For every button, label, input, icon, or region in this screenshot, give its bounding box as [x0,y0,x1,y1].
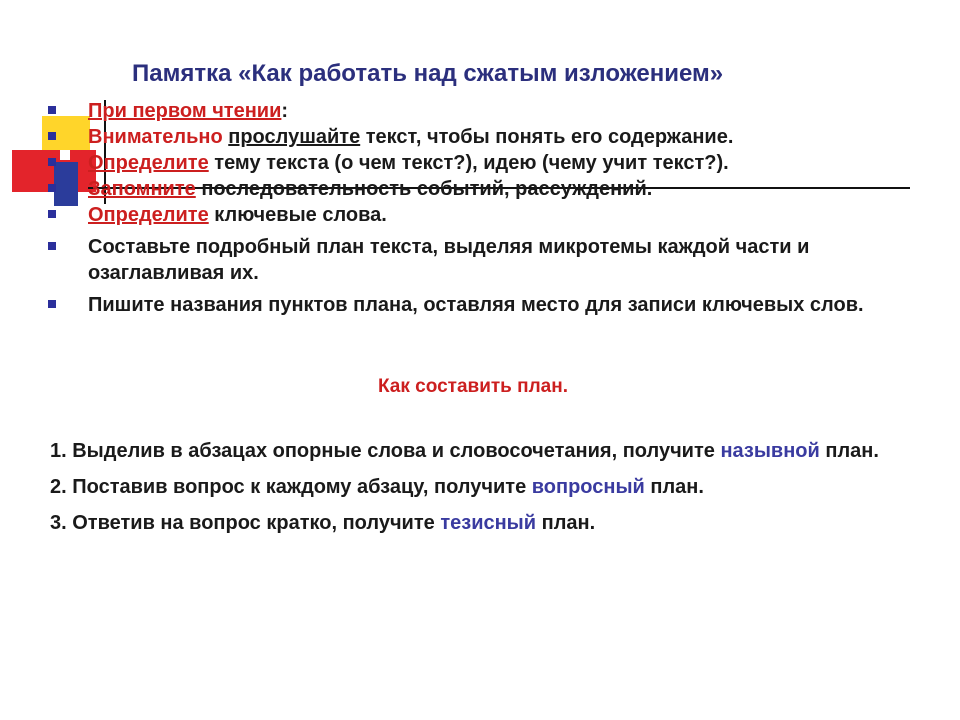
item-text: : [281,100,289,122]
item-text: текст, чтобы понять его содержание. [360,126,734,148]
step-text-end: план. [536,512,596,534]
section-subtitle: Как составить план. [377,376,569,397]
bullet-marker-icon [48,184,56,192]
item-text: Составьте подробный план текста, выделяя микротемы каждой части и озаглавливая их. [88,236,810,284]
memo-list [48,98,908,318]
list-item [48,292,908,318]
bullet-marker-icon [48,132,56,140]
plan-step [50,438,910,464]
list-item [48,98,908,124]
step-text: 3. Ответив на вопрос кратко, получите [50,512,441,534]
highlight-word: Запомните [88,178,196,200]
plan-type: тезисный [440,512,537,534]
plan-step [50,474,910,500]
plan-type: назывной [720,440,820,462]
step-text: 2. Поставив вопрос к каждому абзацу, получите [50,476,532,498]
list-item [48,124,908,150]
plan-type: вопросный [531,476,645,498]
list-item [48,234,908,286]
item-text: ключевые слова. [208,204,387,226]
step-text: 1. Выделив в абзацах опорные слова и словосочетания, получите [50,440,721,462]
highlight-word: Определите [88,204,209,226]
highlight-word: Внимательно [88,126,223,148]
step-text-end: план. [644,476,704,498]
bullet-marker-icon [48,242,56,250]
bullet-marker-icon [48,106,56,114]
bullet-marker-icon [48,158,56,166]
plan-step [50,510,910,536]
bullet-marker-icon [48,300,56,308]
highlight-word: Определите [88,152,209,174]
bullet-marker-icon [48,210,56,218]
plan-steps [50,438,910,546]
item-text: тему текста (о чем текст?), идею (чему учит текст?). [208,152,729,174]
list-item [48,176,908,202]
list-item [48,202,908,228]
page-title: Памятка «Как работать над сжатым изложением» [132,60,724,87]
item-text: последовательность событий, рассуждений. [195,178,653,200]
list-item [48,150,908,176]
step-text-end: план. [819,440,879,462]
item-text: Пишите названия пунктов плана, оставляя место для записи ключевых слов. [88,294,864,316]
highlight-word: При первом чтении [88,100,282,122]
underlined-word: прослушайте [228,126,361,148]
